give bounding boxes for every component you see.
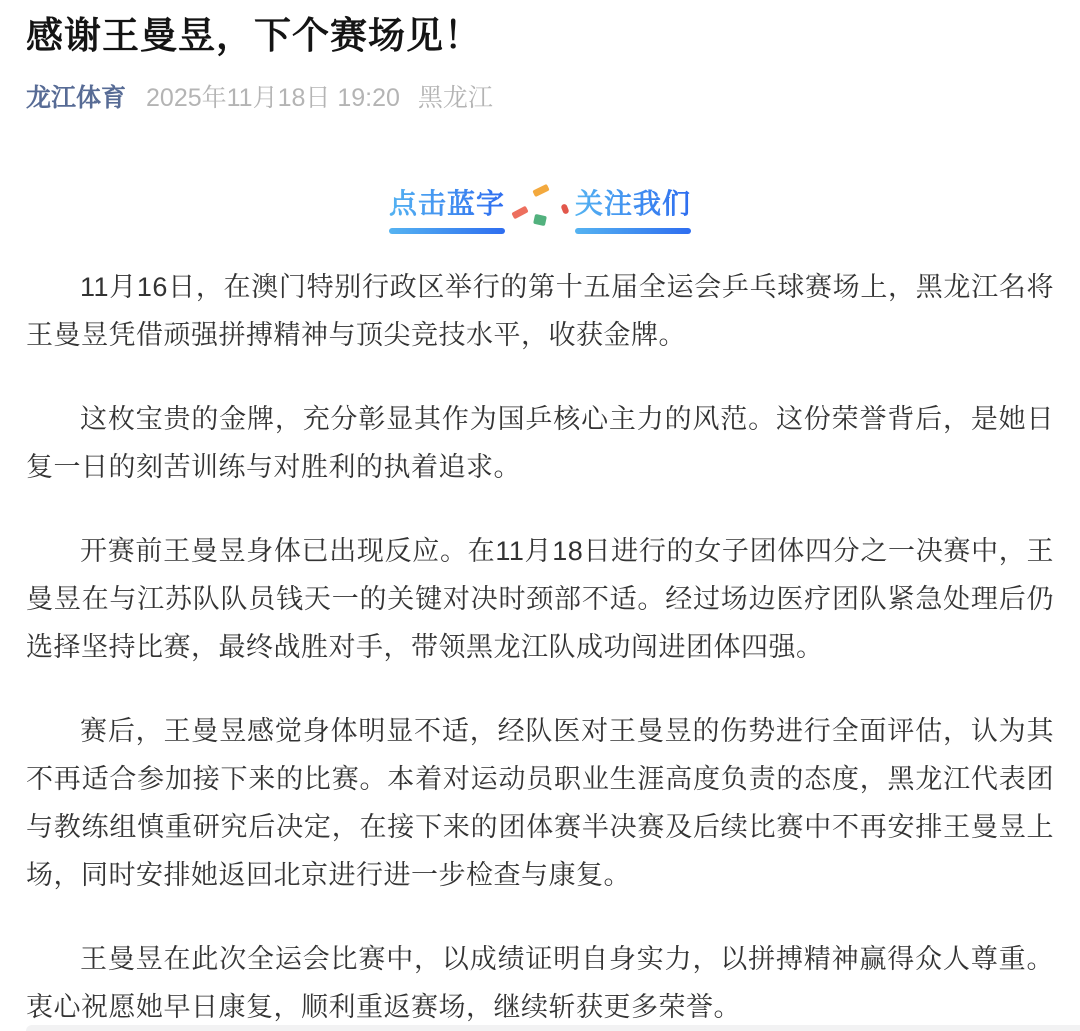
paragraph: 开赛前王曼昱身体已出现反应。在11月18日进行的女子团体四分之一决赛中，王曼昱在与江苏队队员钱天一的关键对决时颈部不适。经过场边医疗团队紧急处理后仍选择坚持比赛，最终战胜对手，带领黑龙江队成功闯进团体四强。: [26, 536, 1054, 663]
paragraph: 11月16日，在澳门特别行政区举行的第十五届全运会乒乓球赛场上，黑龙江名将王曼昱凭借顽强拼搏精神与顶尖竞技水平，收获金牌。: [26, 272, 1054, 351]
follow-banner: [26, 182, 1054, 234]
publish-location: 黑龙江: [417, 84, 493, 113]
confetti-decoration: [507, 182, 573, 230]
byline: [26, 83, 1054, 113]
click-blue-text-cta[interactable]: [389, 182, 505, 234]
confetti-green-bar-icon: [533, 214, 547, 226]
confetti-red-bar-icon: [511, 206, 528, 220]
article-body: [26, 263, 1054, 1031]
page-title: 感谢王曼昱，下个赛场见！: [26, 15, 482, 56]
paragraph: 赛后，王曼昱感觉身体明显不适，经队医对王曼昱的伤势进行全面评估，认为其不再适合参加接下来的比赛。本着对运动员职业生涯高度负责的态度，黑龙江代表团与教练组慎重研究后决定，在接下来的团体赛半决赛及后续比赛中不再安排王曼昱上场，同时安排她返回北京进行进一步检查与康复。: [26, 716, 1054, 891]
confetti-orange-bar-icon: [532, 184, 549, 197]
publish-timestamp: 2025年11月18日 19:20: [146, 84, 400, 113]
banner-left-label: 点击蓝字: [389, 182, 505, 222]
banner-right-label: 关注我们: [575, 182, 691, 222]
author-account-link[interactable]: 龙江体育: [26, 84, 127, 113]
banner-left-underline: [389, 228, 505, 234]
confetti-red-dot-icon: [560, 203, 569, 215]
next-card-top-edge: [26, 1025, 1080, 1031]
follow-us-cta[interactable]: [575, 182, 691, 234]
paragraph: 这枚宝贵的金牌，充分彰显其作为国乒核心主力的风范。这份荣誉背后，是她日复一日的刻苦训练与对胜利的执着追求。: [26, 404, 1054, 483]
paragraph: 王曼昱在此次全运会比赛中，以成绩证明自身实力，以拼搏精神赢得众人尊重。衷心祝愿她早日康复，顺利重返赛场，继续斩获更多荣誉。: [26, 944, 1054, 1023]
banner-right-underline: [575, 228, 691, 234]
